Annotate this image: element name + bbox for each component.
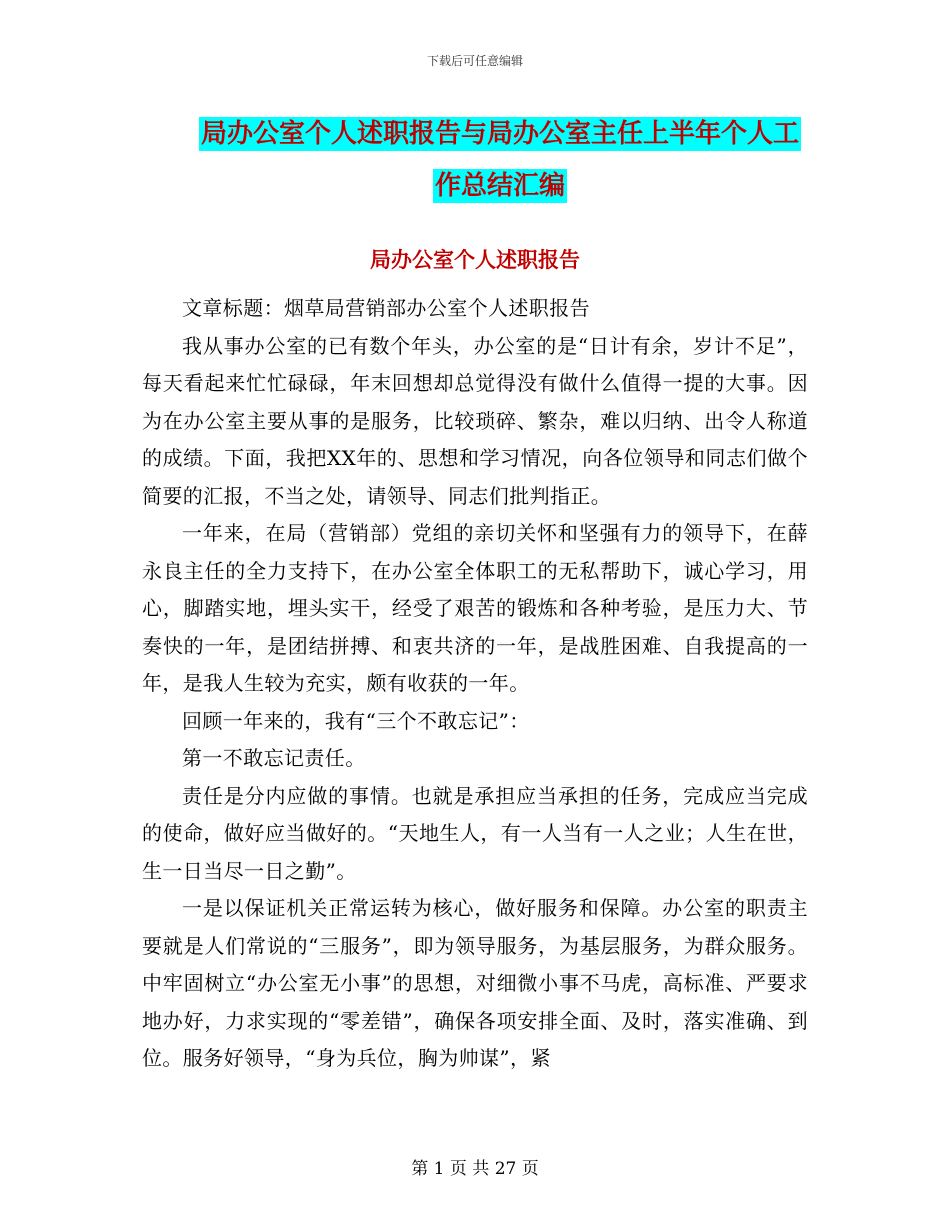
paragraph: 文章标题：烟草局营销部办公室个人述职报告 [182,296,590,320]
paragraph: 回顾一年来的，我有“三个不敢忘记”： [182,708,530,733]
header-note: 下载后可任意编辑 [426,54,523,68]
page-footer: 第 1 页 共 27 页 [411,1159,539,1179]
document-title-line-2: 作总结汇编 [434,171,565,201]
paragraph: 责任是分内应做的事情。也就是承担应当承担的任务，完成应当完成的使命，做好应当做好的。“天地生人，有一人当有一人之业；人生在世，生一日当尽一日之勤”。 [142,783,808,883]
document-title-line-1: 局办公室个人述职报告与局办公室主任上半年个人工 [200,119,799,149]
paragraph: 我从事办公室的已有数个年头，办公室的是“日计有余，岁计不足”，每天看起来忙忙碌碌，年末回想却总觉得没有做什么值得一提的大事。因为在办公室主要从事的是服务，比较琐碎、繁杂，难以归纳、出令人称道的成绩。下面，我把XX年的、思想和学习情况，向各位领导和同志们做个简要的汇报，不当之处，请领导、同志们批判指正。 [142,333,808,508]
paragraph: 一是以保证机关正常运转为核心，做好服务和保障。办公室的职责主要就是人们常说的“三服务”，即为领导服务，为基层服务，为群众服务。中牢固树立“办公室无小事”的思想，对细微小事不马虎，高标准、严要求地办好，力求实现的“零差错”，确保各项安排全面、及时，落实准确、到位。服务好领导，“身为兵位，胸为帅谋”，紧 [142,896,808,1070]
section-title: 局办公室个人述职报告 [370,248,580,272]
body-text [142,290,808,1078]
paragraph: 一年来，在局（营销部）党组的亲切关怀和坚强有力的领导下，在薛永良主任的全力支持下，在办公室全体职工的无私帮助下，诚心学习，用心，脚踏实地，埋头实干，经受了艰苦的锻炼和各种考验，是压力大、节奏快的一年，是团结拼搏、和衷共济的一年，是战胜困难、自我提高的一年，是我人生较为充实，颇有收获的一年。 [142,521,808,695]
document-title [140,108,860,212]
paragraph: 第一不敢忘记责任。 [182,746,366,770]
